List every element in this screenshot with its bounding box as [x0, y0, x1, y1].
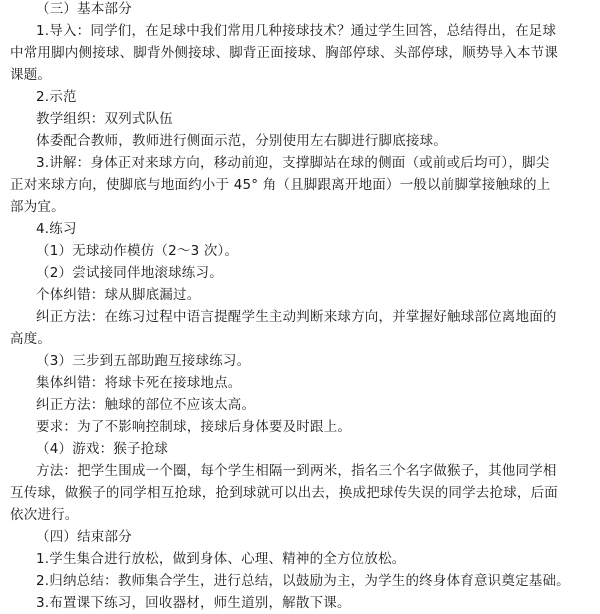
text-line: 中常用脚内侧接球、脚背外侧接球、脚背正面接球、胸部停球、头部停球，顺势导入本节课 [10, 45, 558, 61]
text-line: 要求：为了不影响控制球，接球后身体要及时跟上。 [36, 419, 352, 435]
text-line: 2.示范 [36, 89, 77, 105]
text-line: 3.讲解：身体正对来球方向，移动前迎，支撑脚站在球的侧面（或前或后均可），脚尖 [36, 155, 550, 171]
text-line: （1）无球动作模仿（2～3 次）。 [36, 243, 239, 259]
text-line: 正对来球方向，使脚底与地面约小于 45° 角（且脚跟离开地面）一般以前脚掌接触球的上 [10, 177, 551, 193]
text-line: 教学组织：双列式队伍 [36, 111, 173, 127]
text-line: 互传球，做猴子的同学相互抢球，抢到球就可以出去，换成把球传失误的同学去抢球，后面 [10, 485, 558, 501]
text-line: 高度。 [10, 331, 52, 347]
text-line: 1.导入：同学们，在足球中我们常用几种接球技术？通过学生回答，总结得出，在足球 [36, 23, 557, 39]
text-line: 个体纠错：球从脚底漏过。 [36, 287, 201, 303]
text-line: （四）结束部分 [36, 529, 132, 545]
text-line: 3.布置课下练习，回收器材，师生道别，解散下课。 [36, 595, 351, 611]
text-line: （2）尝试接同伴地滚球练习。 [36, 265, 223, 281]
text-line: 纠正方法：在练习过程中语言提醒学生主动判断来球方向，并掌握好触球部位离地面的 [36, 309, 557, 325]
text-line: （三）基本部分 [36, 1, 132, 17]
text-line: 4.练习 [36, 221, 77, 237]
text-line: 课题。 [10, 67, 52, 83]
text-line: 纠正方法：触球的部位不应该太高。 [36, 397, 256, 413]
text-line: 体委配合教师，教师进行侧面示范，分别使用左右脚进行脚底接球。 [36, 133, 447, 149]
text-line: 依次进行。 [10, 507, 79, 523]
text-line: 集体纠错：将球卡死在接球地点。 [36, 375, 242, 391]
text-line: （4）游戏：猴子抢球 [36, 441, 169, 457]
text-line: 部为宜。 [10, 199, 65, 215]
text-line: 方法：把学生围成一个圈，每个学生相隔一到两米，指名三个名字做猴子，其他同学相 [36, 463, 557, 479]
text-line: 1.学生集合进行放松，做到身体、心理、精神的全方位放松。 [36, 551, 406, 567]
text-line: （3）三步到五部助跑互接球练习。 [36, 353, 251, 369]
text-line: 2.归纳总结：教师集合学生，进行总结，以鼓励为主，为学生的终身体育意识奠定基础。 [36, 573, 570, 589]
